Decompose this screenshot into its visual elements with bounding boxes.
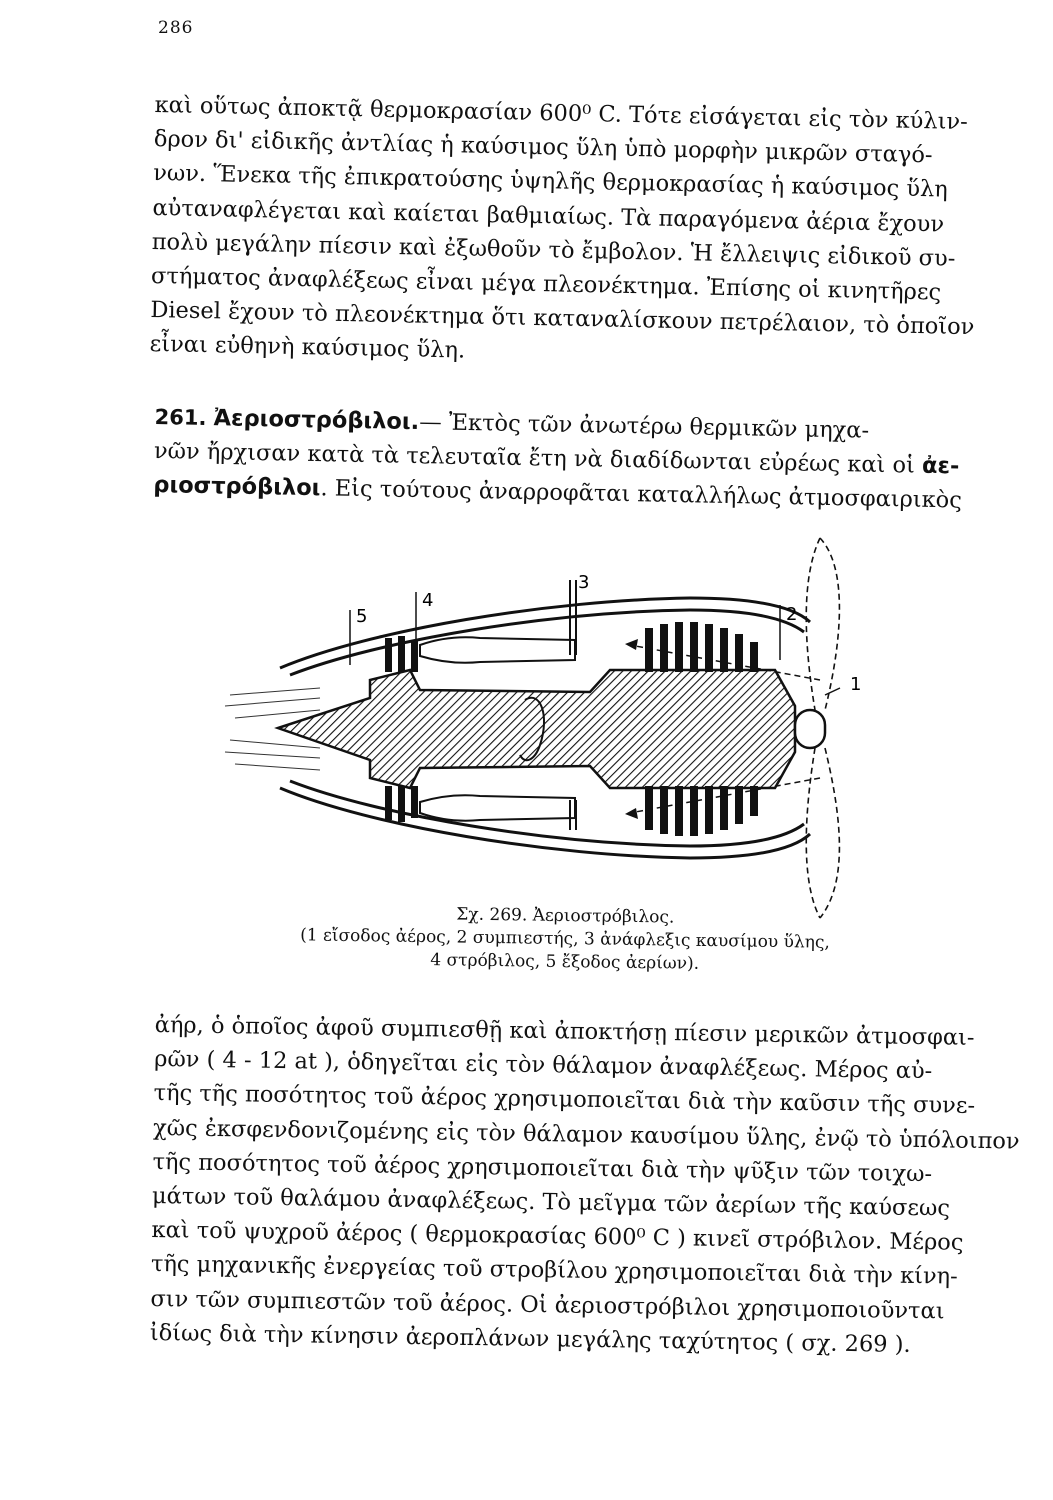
text-line: μάτων τοῦ θαλάμου ἀναφλέξεως. Τὸ μεῖγμα τῶν ἀερίων τῆς καύσεως (151, 1182, 951, 1222)
text-line: νων. Ἕνεκα τῆς ἐπικρατούσης ὑψηλῆς θερμοκρασίας ἡ καύσιμος ὕλη (152, 160, 949, 204)
figure-label: 2 (786, 604, 798, 625)
nose-cone (795, 710, 825, 748)
text-line: χῶς ἐκσφενδονιζομένης εἰς τὸν θάλαμον καυσίμου ὕλης, ἐνῷ τὸ ὑπόλοιπον (152, 1114, 1020, 1155)
section-number: 261. (154, 404, 207, 430)
caption-legend-line: 4 στρόβιλος, 5 ἔξοδος ἀερίων). (430, 950, 700, 974)
caption-title: Σχ. 269. Ἀεριοστρόβιλος. (456, 904, 675, 928)
page-number: 286 (158, 18, 194, 38)
text-fragment: — Ἐκτὸς τῶν ἀνωτέρω θερμικῶν μηχα- (418, 409, 870, 444)
text-line: τῆς ποσότητος τοῦ ἀέρος χρησιμοποιεῖται διὰ τὴν ψῦξιν τῶν τοιχω- (152, 1148, 933, 1188)
text-line: δρον δι' εἰδικῆς ἀντλίας ἡ καύσιμος ὕλη ὑπὸ μορφὴν μικρῶν σταγό- (153, 126, 933, 169)
gas-turbine-diagram (220, 530, 880, 920)
text-line: ἰδίως διὰ τὴν κίνησιν ἀεροπλάνων μεγάλης ταχύτητος ( σχ. 269 ). (149, 1319, 911, 1358)
section-title: Ἀεριοστρόβιλοι. (213, 405, 420, 436)
bold-term: ριοστρόβιλοι (153, 472, 321, 502)
text-line: Diesel ἔχουν τὸ πλεονέκτημα ὅτι καταναλίσκουν πετρέλαιον, τὸ ὁποῖον (150, 297, 975, 341)
figure-label: 4 (422, 590, 434, 611)
turbine-shaft (278, 670, 795, 788)
text-line: ἀήρ, ὁ ὁποῖος ἀφοῦ συμπιεσθῇ καὶ ἀποκτήσῃ πίεσιν μερικῶν ἀτμοσφαι- (154, 1011, 975, 1051)
bold-term: ἀε- (921, 452, 960, 480)
text-line: τῆς μηχανικῆς ἐνεργείας τοῦ στροβίλου χρησιμοποιεῖται διὰ τὴν κίνη- (150, 1251, 958, 1291)
text-line: καὶ τοῦ ψυχροῦ ἀέρος ( θερμοκρασίας 600⁰ C ) κινεῖ στρόβιλον. Μέρος (151, 1217, 964, 1256)
paragraph-diesel (149, 88, 995, 379)
figure-caption (215, 900, 916, 979)
figure-label: 1 (850, 674, 862, 695)
text-line: στήματος ἀναφλέξεως εἶναι μέγα πλεονέκτημα. Ἐπίσης οἱ κινητῆρες (150, 262, 942, 306)
text-fragment: νῶν ἤρχισαν κατὰ τὰ τελευταῖα ἔτη νὰ διαδίδωνται εὐρέως καὶ οἱ (153, 438, 916, 479)
text-line: πολὺ μεγάλην πίεσιν καὶ ἐξωθοῦν τὸ ἔμβολον. Ἡ ἔλλειψις εἰδικοῦ συ- (151, 228, 956, 272)
gas-turbine-figure (220, 530, 880, 920)
text-line: σιν τῶν συμπιεστῶν τοῦ ἀέρος. Οἱ ἀεριοστρόβιλοι χρησιμοποιοῦνται (150, 1285, 945, 1325)
text-line: τῆς τῆς ποσότητος τοῦ ἀέρος χρησιμοποιεῖται διὰ τὴν καῦσιν τῆς συνε- (153, 1080, 976, 1120)
text-fragment: . Εἰς τούτους ἀναρροφᾶται καταλλήλως ἀτμοσφαιρικὸς (320, 475, 963, 514)
paragraph-turbine (149, 1008, 1020, 1363)
text-line: εἶναι εὐθηνὴ καύσιμος ὕλη. (149, 331, 466, 364)
section-261 (153, 400, 995, 519)
text-line: ρῶν ( 4 - 12 at ), ὁδηγεῖται εἰς τὸν θάλαμον ἀναφλέξεως. Μέρος αὐ- (153, 1046, 933, 1085)
text-line: καὶ οὕτως ἀποκτᾷ θερμοκρασίαν 600⁰ C. Τότε εἰσάγεται εἰς τὸν κύλιν- (154, 91, 968, 136)
figure-label: 5 (356, 606, 368, 627)
figure-label: 3 (578, 572, 590, 593)
caption-legend-line: (1 εἴσοδος ἀέρος, 2 συμπιεστής, 3 ἀνάφλεξις καυσίμου ὕλης, (300, 925, 830, 953)
text-line: αὐταναφλέγεται καὶ καίεται βαθμιαίως. Τὰ παραγόμενα ἀέρια ἔχουν (152, 194, 945, 238)
